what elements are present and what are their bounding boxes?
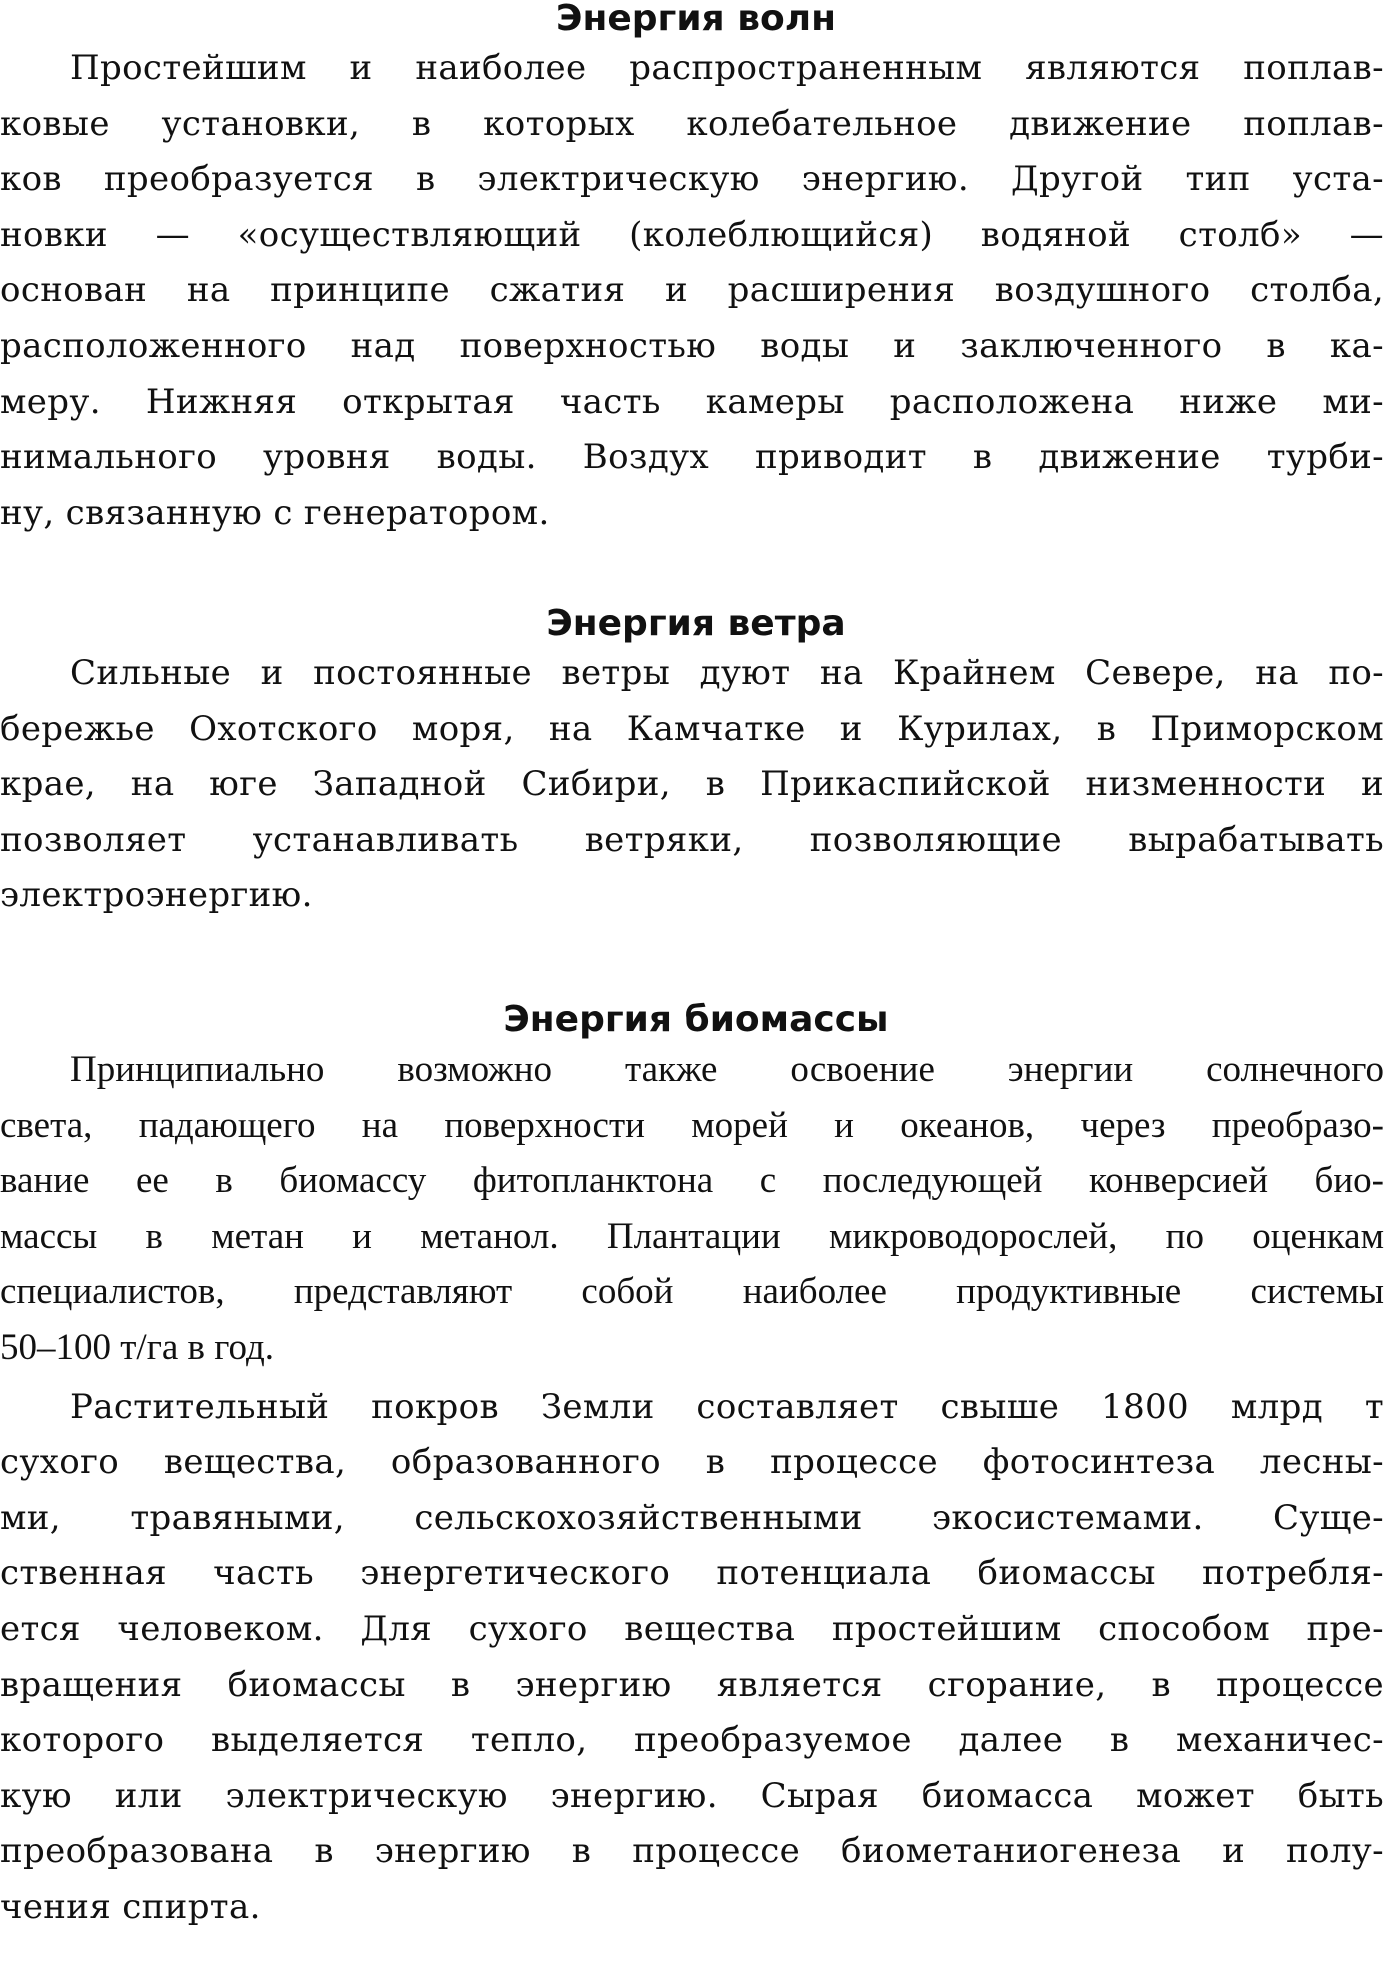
text-line: Сильные и постоянные ветры дуют на Крайнем Севере, на по- — [70, 653, 1384, 693]
paragraph-wind — [0, 646, 1384, 924]
text-line: ми, травяными, сельскохозяйственными экосистемами. Суще- — [0, 1497, 1384, 1538]
paragraph-biomass-1 — [0, 1042, 1384, 1376]
section-wave-energy — [0, 0, 1384, 541]
text-line: бережье Охотского моря, на Камчатке и Курилах, в Приморском — [0, 708, 1384, 749]
text-line: меру. Нижняя открытая часть камеры расположена ниже ми- — [0, 381, 1384, 422]
paragraph-biomass-2 — [0, 1380, 1384, 1936]
text-line: чения спирта. — [0, 1886, 261, 1927]
text-line: которого выделяется тепло, преобразуемое далее в механичес- — [0, 1720, 1384, 1761]
text-line: вращения биомассы в энергию является сгорание, в процессе — [0, 1664, 1384, 1705]
text-line: сухого вещества, образованного в процессе фотосинтеза лесны- — [0, 1442, 1384, 1483]
section-wind-energy — [0, 602, 1384, 924]
text-line: Растительный покров Земли составляет свыше 1800 млрд т — [70, 1386, 1384, 1427]
text-line: позволяет устанавливать ветряки, позволяющие вырабатывать — [0, 819, 1384, 860]
text-line: света, падающего на поверхности морей и океанов, через преобразо- — [0, 1104, 1384, 1146]
text-line: ется человеком. Для сухого вещества простейшим способом пре- — [0, 1608, 1384, 1649]
text-line: ковые установки, в которых колебательное движение поплав- — [0, 103, 1384, 144]
text-line: массы в метан и метанол. Плантации микроводорослей, по оценкам — [0, 1215, 1384, 1257]
text-line: специалистов, представляют собой наиболее продуктивные системы — [0, 1271, 1384, 1313]
text-line: нимального уровня воды. Воздух приводит в движение турби- — [0, 437, 1384, 478]
section-title-waves: Энергия волн — [556, 0, 836, 39]
text-line: преобразована в энергию в процессе биометаниогенеза и полу- — [0, 1831, 1384, 1872]
text-line: Принципиально возможно также освоение энергии солнечного — [70, 1049, 1384, 1090]
text-line: ственная часть энергетического потенциала биомассы потребля- — [0, 1553, 1384, 1594]
text-line: Простейшим и наиболее распространенным являются поплав- — [70, 48, 1384, 88]
text-line: расположенного над поверхностью воды и заключенного в ка- — [0, 325, 1384, 366]
section-biomass-energy — [0, 998, 1384, 1936]
paragraph-waves — [0, 41, 1384, 541]
section-title-wind: Энергия ветра — [546, 603, 846, 644]
text-line: крае, на юге Западной Сибири, в Прикаспийской низменности и — [0, 764, 1384, 805]
text-line: 50–100 т/га в год. — [0, 1326, 275, 1368]
text-line: вание ее в биомассу фитопланктона с последующей конверсией био- — [0, 1160, 1384, 1202]
section-title-biomass: Энергия биомассы — [503, 999, 889, 1040]
text-line: новки — «осуществляющий (колеблющийся) водяной столб» — — [0, 214, 1384, 255]
text-line: ну, связанную с генератором. — [0, 492, 550, 533]
text-line: электроэнергию. — [0, 875, 313, 916]
text-line: ков преобразуется в электрическую энергию. Другой тип уста- — [0, 159, 1384, 200]
text-line: кую или электрическую энергию. Сырая биомасса может быть — [0, 1775, 1384, 1816]
text-line: основан на принципе сжатия и расширения воздушного столба, — [0, 270, 1384, 311]
